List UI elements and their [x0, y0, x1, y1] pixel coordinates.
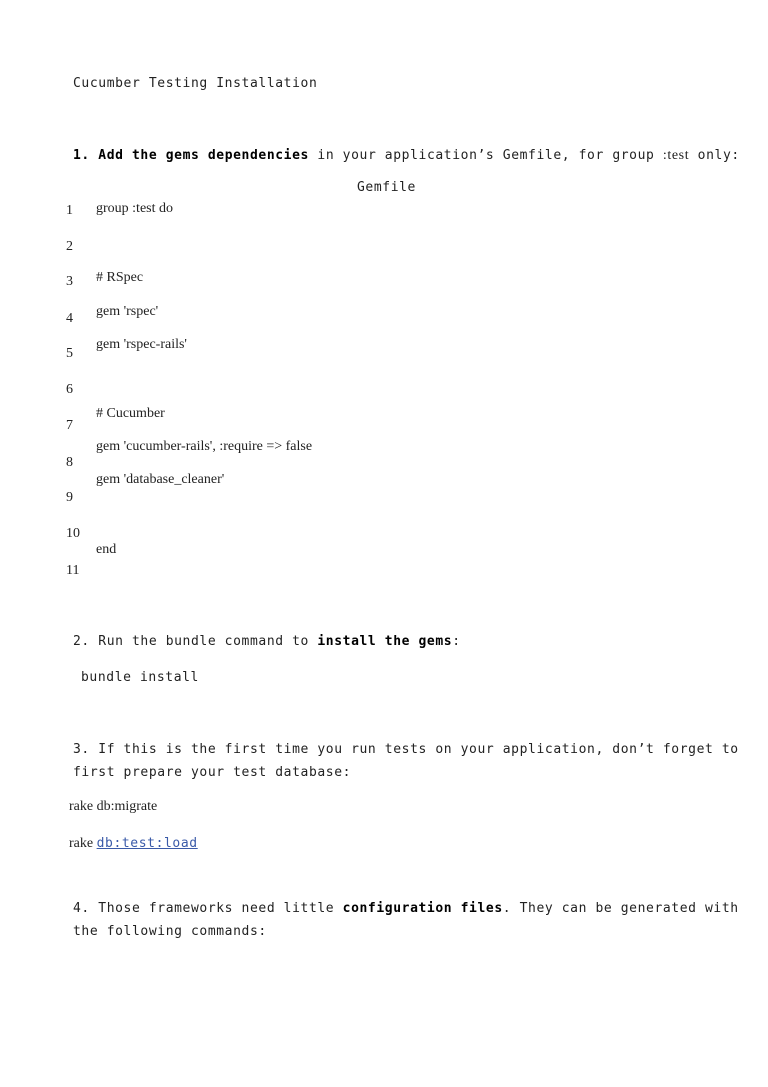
step-4-bold: configuration files	[342, 901, 503, 916]
step-1-text: in your application’s Gemfile, for group	[308, 148, 663, 163]
step-1-group: :test	[662, 148, 690, 163]
code-line: end	[96, 542, 117, 557]
code-line: gem 'rspec-rails'	[96, 337, 187, 352]
step-1-number: 1.	[73, 148, 90, 163]
step-1-end: only:	[689, 148, 740, 163]
step-2-paragraph	[73, 634, 461, 649]
step-4-line-1	[73, 901, 739, 916]
step-3-line-1: 3. If this is the first time you run tests on your application, don’t forget to	[73, 742, 739, 757]
step-2-end: :	[452, 634, 461, 649]
load-command-prefix: rake	[69, 836, 97, 851]
step-1-bold: Add the gems dependencies	[98, 148, 309, 163]
line-number: 3	[66, 274, 73, 289]
db-test-load-link[interactable]: db:test:load	[96, 836, 198, 851]
code-line: # Cucumber	[96, 406, 165, 421]
bundle-command: bundle install	[81, 670, 199, 685]
line-number: 5	[66, 346, 73, 361]
line-number: 9	[66, 490, 73, 505]
code-line: group :test do	[96, 201, 173, 216]
line-number: 11	[66, 563, 80, 578]
code-line: gem 'rspec'	[96, 304, 159, 319]
step-4-line-2: the following commands:	[73, 924, 267, 939]
document-title: Cucumber Testing Installation	[73, 76, 318, 91]
line-number: 4	[66, 311, 73, 326]
line-number: 2	[66, 239, 73, 254]
step-4-end: . They can be generated with	[502, 901, 739, 916]
line-number: 1	[66, 203, 73, 218]
step-4-text: 4. Those frameworks need little	[73, 901, 343, 916]
step-1-paragraph	[73, 148, 740, 164]
line-number: 7	[66, 418, 73, 433]
step-2-text: 2. Run the bundle command to	[73, 634, 318, 649]
step-3-line-2: first prepare your test database:	[73, 765, 352, 780]
gemfile-caption: Gemfile	[357, 180, 416, 195]
code-line: gem 'database_cleaner'	[96, 472, 225, 487]
code-line: gem 'cucumber-rails', :require => false	[96, 439, 313, 454]
step-2-bold: install the gems	[317, 634, 453, 649]
line-number: 6	[66, 382, 73, 397]
line-number: 10	[66, 526, 80, 541]
migrate-command: rake db:migrate	[69, 799, 158, 814]
load-command	[69, 834, 198, 852]
line-number: 8	[66, 455, 73, 470]
code-line: # RSpec	[96, 270, 144, 285]
